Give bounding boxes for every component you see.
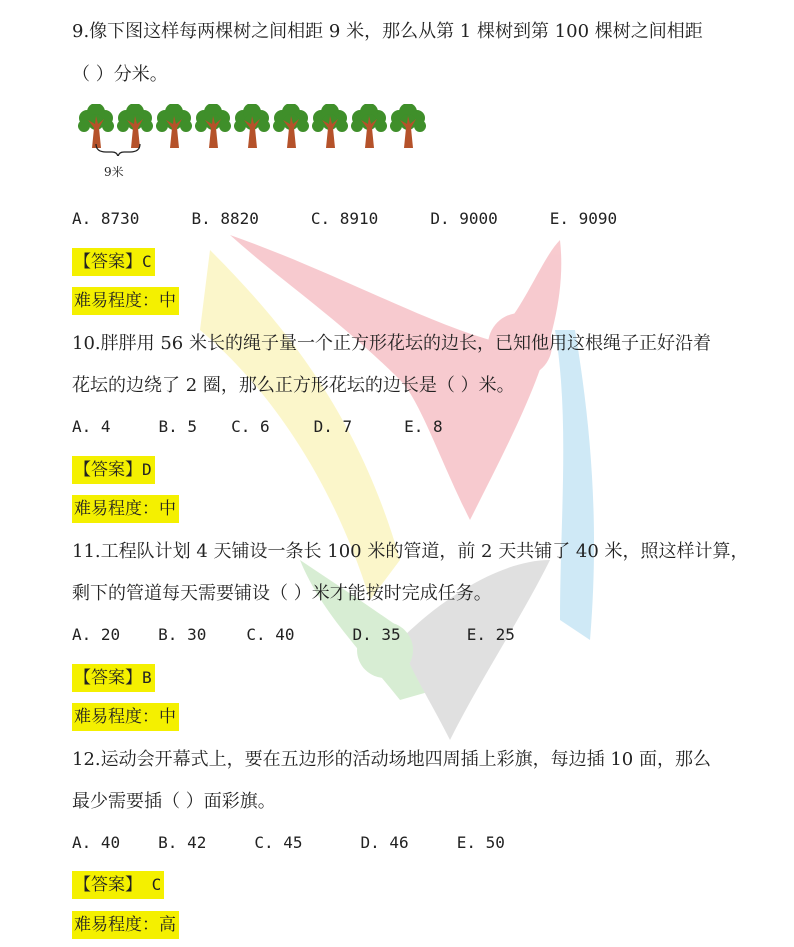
q9-option-d: D. 9000 — [430, 209, 498, 228]
q12-option-e: E. 50 — [456, 833, 505, 852]
tree-icon — [273, 104, 309, 148]
q9-answer — [72, 248, 155, 276]
q11-option-b: B. 30 — [158, 625, 207, 644]
q12-answer-value: C — [142, 875, 162, 894]
q10-option-e: E. 8 — [404, 417, 443, 436]
q10-answer-value: D — [142, 460, 152, 479]
answer-label: 【答案】 — [74, 875, 142, 895]
tree-icon — [117, 104, 153, 148]
q12-option-b: B. 42 — [158, 833, 207, 852]
tree-icon — [390, 104, 426, 148]
q12-option-c: C. 45 — [254, 833, 303, 852]
q12-text-line2: 最少需要插（ ）面彩旗。 — [72, 791, 276, 812]
q11-option-a: A. 20 — [72, 625, 121, 644]
q9-text-line1: 9.像下图这样每两棵树之间相距 9 米，那么从第 1 棵树到第 100 棵树之间相距 — [72, 21, 703, 42]
q11-option-d: D. 35 — [352, 625, 401, 644]
q9-option-a: A. 8730 — [72, 209, 140, 228]
q11-option-e: E. 25 — [466, 625, 515, 644]
q10-option-b: B. 5 — [158, 417, 198, 436]
q11-option-c: C. 40 — [246, 625, 295, 644]
answer-label: 【答案】 — [74, 252, 142, 272]
q12-option-d: D. 46 — [360, 833, 409, 852]
q10-text-line1: 10.胖胖用 56 米长的绳子量一个正方形花坛的边长，已知他用这根绳子正好沿着 — [72, 333, 711, 354]
q9-options — [72, 207, 617, 231]
answer-label: 【答案】 — [74, 668, 142, 688]
tree-row-figure — [76, 104, 426, 156]
q12-option-a: A. 40 — [72, 833, 121, 852]
q12-options — [72, 831, 505, 855]
q9-answer-value: C — [142, 252, 152, 271]
q10-options — [72, 415, 443, 439]
q10-text-line2: 花坛的边绕了 2 圈，那么正方形花坛的边长是（ ）米。 — [72, 375, 515, 396]
answer-label: 【答案】 — [74, 460, 142, 480]
q10-option-d: D. 7 — [313, 417, 353, 436]
q9-option-c: C. 8910 — [310, 209, 379, 228]
q12-difficulty: 难易程度：高 — [72, 911, 179, 939]
q10-option-c: C. 6 — [231, 417, 270, 436]
gap-label: 9米 — [104, 165, 124, 179]
q11-answer — [72, 664, 155, 692]
q11-options — [72, 623, 515, 647]
q11-text-line1: 11.工程队计划 4 天铺设一条长 100 米的管道，前 2 天共铺了 40 米，照这样计算， — [72, 541, 749, 562]
q12-answer — [72, 871, 164, 899]
tree-icon — [312, 104, 348, 148]
q9-text-line2: （ ）分米。 — [72, 64, 168, 85]
tree-icon — [156, 104, 192, 148]
q10-option-a: A. 4 — [72, 417, 111, 436]
tree-icon — [78, 104, 114, 148]
tree-icon — [234, 104, 270, 148]
q11-answer-value: B — [142, 668, 152, 687]
q9-difficulty: 难易程度：中 — [72, 287, 179, 315]
q11-difficulty: 难易程度：中 — [72, 703, 179, 731]
q9-option-e: E. 9090 — [549, 209, 618, 228]
q10-difficulty: 难易程度：中 — [72, 495, 179, 523]
q9-option-b: B. 8820 — [191, 209, 259, 228]
q11-text-line2: 剩下的管道每天需要铺设（ ）米才能按时完成任务。 — [72, 583, 492, 604]
q12-text-line1: 12.运动会开幕式上，要在五边形的活动场地四周插上彩旗，每边插 10 面，那么 — [72, 749, 711, 770]
tree-icon — [195, 104, 231, 148]
q10-answer — [72, 456, 155, 484]
tree-icon — [351, 104, 387, 148]
